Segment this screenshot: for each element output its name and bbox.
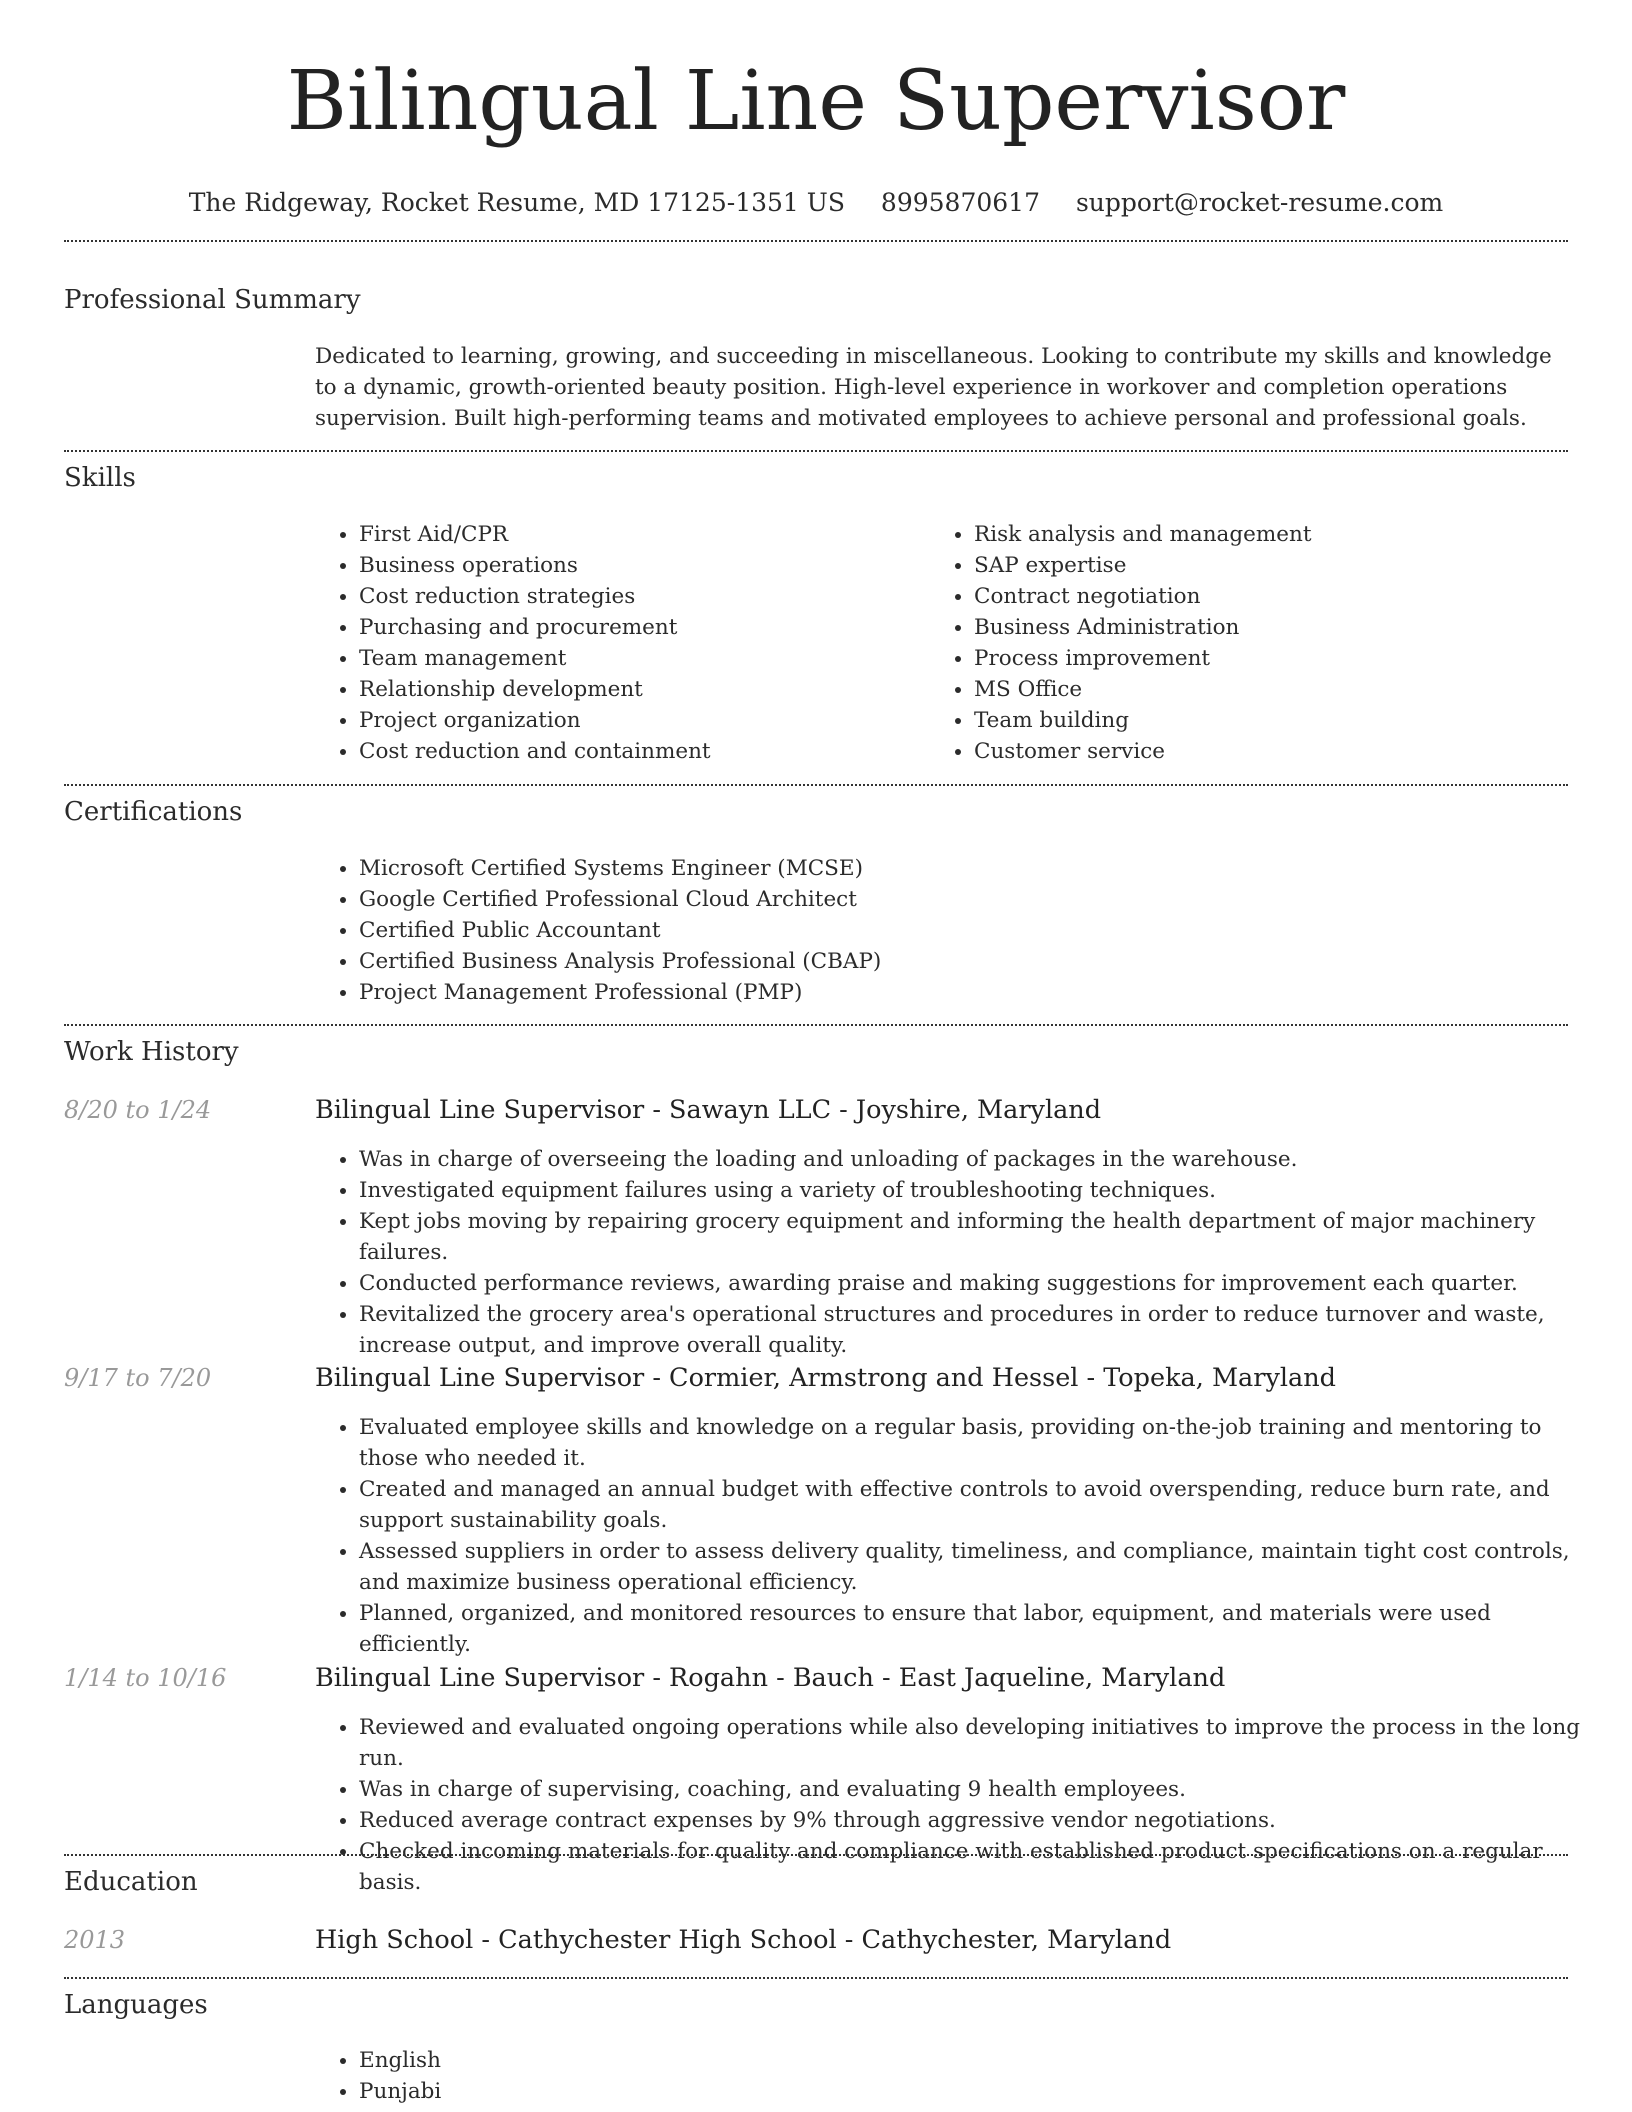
skill-item: • Business Administration <box>974 612 1534 643</box>
job-bullet: • Checked incoming materials for quality and compliance with established product specifications on a regular basis. <box>359 1836 1599 1898</box>
job-dates: 9/17 to 7/20 <box>64 1364 212 1392</box>
skill-item: • Team building <box>974 705 1534 736</box>
summary-title: Professional Summary <box>64 285 361 315</box>
skill-item: • Cost reduction strategies <box>359 581 919 612</box>
section-divider <box>64 1024 1568 1026</box>
languages-title: Languages <box>64 1990 208 2020</box>
contact-line <box>64 188 1568 218</box>
certification-item: • Certified Business Analysis Professional (CBAP) <box>359 946 1599 977</box>
contact-phone: 8995870617 <box>880 188 1040 217</box>
job-bullets <box>315 1712 1599 1898</box>
contact-address: The Ridgeway, Rocket Resume, MD 17125-1351 US <box>188 188 845 217</box>
skill-item: • Project organization <box>359 705 919 736</box>
skills-list-left <box>315 519 919 767</box>
skill-item: • Contract negotiation <box>974 581 1534 612</box>
job-dates: 1/14 to 10/16 <box>64 1664 227 1692</box>
job-bullet: • Evaluated employee skills and knowledge on a regular basis, providing on-the-job training and mentoring to those who needed it. <box>359 1412 1599 1474</box>
language-item: • English <box>359 2045 1599 2076</box>
job-bullet: • Kept jobs moving by repairing grocery equipment and informing the health department of major machinery failures. <box>359 1206 1599 1268</box>
skill-item: • Customer service <box>974 736 1534 767</box>
job-bullets <box>315 1144 1599 1361</box>
languages-list <box>315 2045 1599 2107</box>
summary-text: Dedicated to learning, growing, and succeeding in miscellaneous. Looking to contribute my skills and knowledge to a dynamic, growth-oriented beauty position. High-level experience in workover and completion operations supervision. Built high-performing teams and motivated employees to achieve personal and professional goals. <box>315 344 1552 431</box>
job-bullet: • Created and managed an annual budget with effective controls to avoid overspending, reduce burn rate, and support sustainability goals. <box>359 1474 1599 1536</box>
job-bullet: • Planned, organized, and monitored resources to ensure that labor, equipment, and materials were used efficiently. <box>359 1598 1599 1660</box>
section-divider <box>64 1854 1568 1856</box>
certification-item: • Certified Public Accountant <box>359 915 1599 946</box>
contact-email: support@rocket-resume.com <box>1075 188 1444 217</box>
section-divider <box>64 240 1568 242</box>
job-heading: Bilingual Line Supervisor - Rogahn - Bauch - East Jaqueline, Maryland <box>315 1663 1226 1693</box>
skill-item: • SAP expertise <box>974 550 1534 581</box>
section-divider <box>64 450 1568 452</box>
skill-item: • Cost reduction and containment <box>359 736 919 767</box>
education-year: 2013 <box>64 1926 126 1954</box>
job-bullet: • Reduced average contract expenses by 9% through aggressive vendor negotiations. <box>359 1805 1599 1836</box>
job-heading: Bilingual Line Supervisor - Cormier, Armstrong and Hessel - Topeka, Maryland <box>315 1363 1336 1393</box>
job-heading: Bilingual Line Supervisor - Sawayn LLC - Joyshire, Maryland <box>315 1095 1102 1125</box>
section-divider <box>64 784 1568 786</box>
candidate-name: Bilingual Line Supervisor <box>286 54 1346 149</box>
job-bullet: • Was in charge of overseeing the loading and unloading of packages in the warehouse. <box>359 1144 1599 1175</box>
job-bullet: • Conducted performance reviews, awarding praise and making suggestions for improvement each quarter. <box>359 1268 1599 1299</box>
resume-header <box>64 0 1568 218</box>
skill-item: • First Aid/CPR <box>359 519 919 550</box>
certification-item: • Google Certified Professional Cloud Architect <box>359 884 1599 915</box>
skill-item: • MS Office <box>974 674 1534 705</box>
job-bullets <box>315 1412 1599 1660</box>
job-bullet: • Investigated equipment failures using a variety of troubleshooting techniques. <box>359 1175 1599 1206</box>
skill-item: • Process improvement <box>974 643 1534 674</box>
job-dates: 8/20 to 1/24 <box>64 1096 212 1124</box>
skills-list-right <box>930 519 1534 767</box>
job-bullet: • Reviewed and evaluated ongoing operations while also developing initiatives to improve the process in the long run. <box>359 1712 1599 1774</box>
certification-item: • Project Management Professional (PMP) <box>359 977 1599 1008</box>
skill-item: • Purchasing and procurement <box>359 612 919 643</box>
job-bullet: • Revitalized the grocery area's operational structures and procedures in order to reduce turnover and waste, increase output, and improve overall quality. <box>359 1299 1599 1361</box>
section-divider <box>64 1977 1568 1979</box>
job-bullet: • Was in charge of supervising, coaching, and evaluating 9 health employees. <box>359 1774 1599 1805</box>
education-heading: High School - Cathychester High School - Cathychester, Maryland <box>315 1925 1172 1955</box>
skill-item: • Relationship development <box>359 674 919 705</box>
job-bullet: • Assessed suppliers in order to assess delivery quality, timeliness, and compliance, maintain tight cost controls, and maximize business operational efficiency. <box>359 1536 1599 1598</box>
skill-item: • Risk analysis and management <box>974 519 1534 550</box>
work-history-title: Work History <box>64 1037 239 1067</box>
education-title: Education <box>64 1867 198 1897</box>
certifications-title: Certifications <box>64 797 243 827</box>
certification-item: • Microsoft Certified Systems Engineer (MCSE) <box>359 853 1599 884</box>
language-item: • Punjabi <box>359 2076 1599 2107</box>
skill-item: • Business operations <box>359 550 919 581</box>
skills-title: Skills <box>64 463 136 493</box>
skill-item: • Team management <box>359 643 919 674</box>
certifications-list <box>315 853 1599 1008</box>
